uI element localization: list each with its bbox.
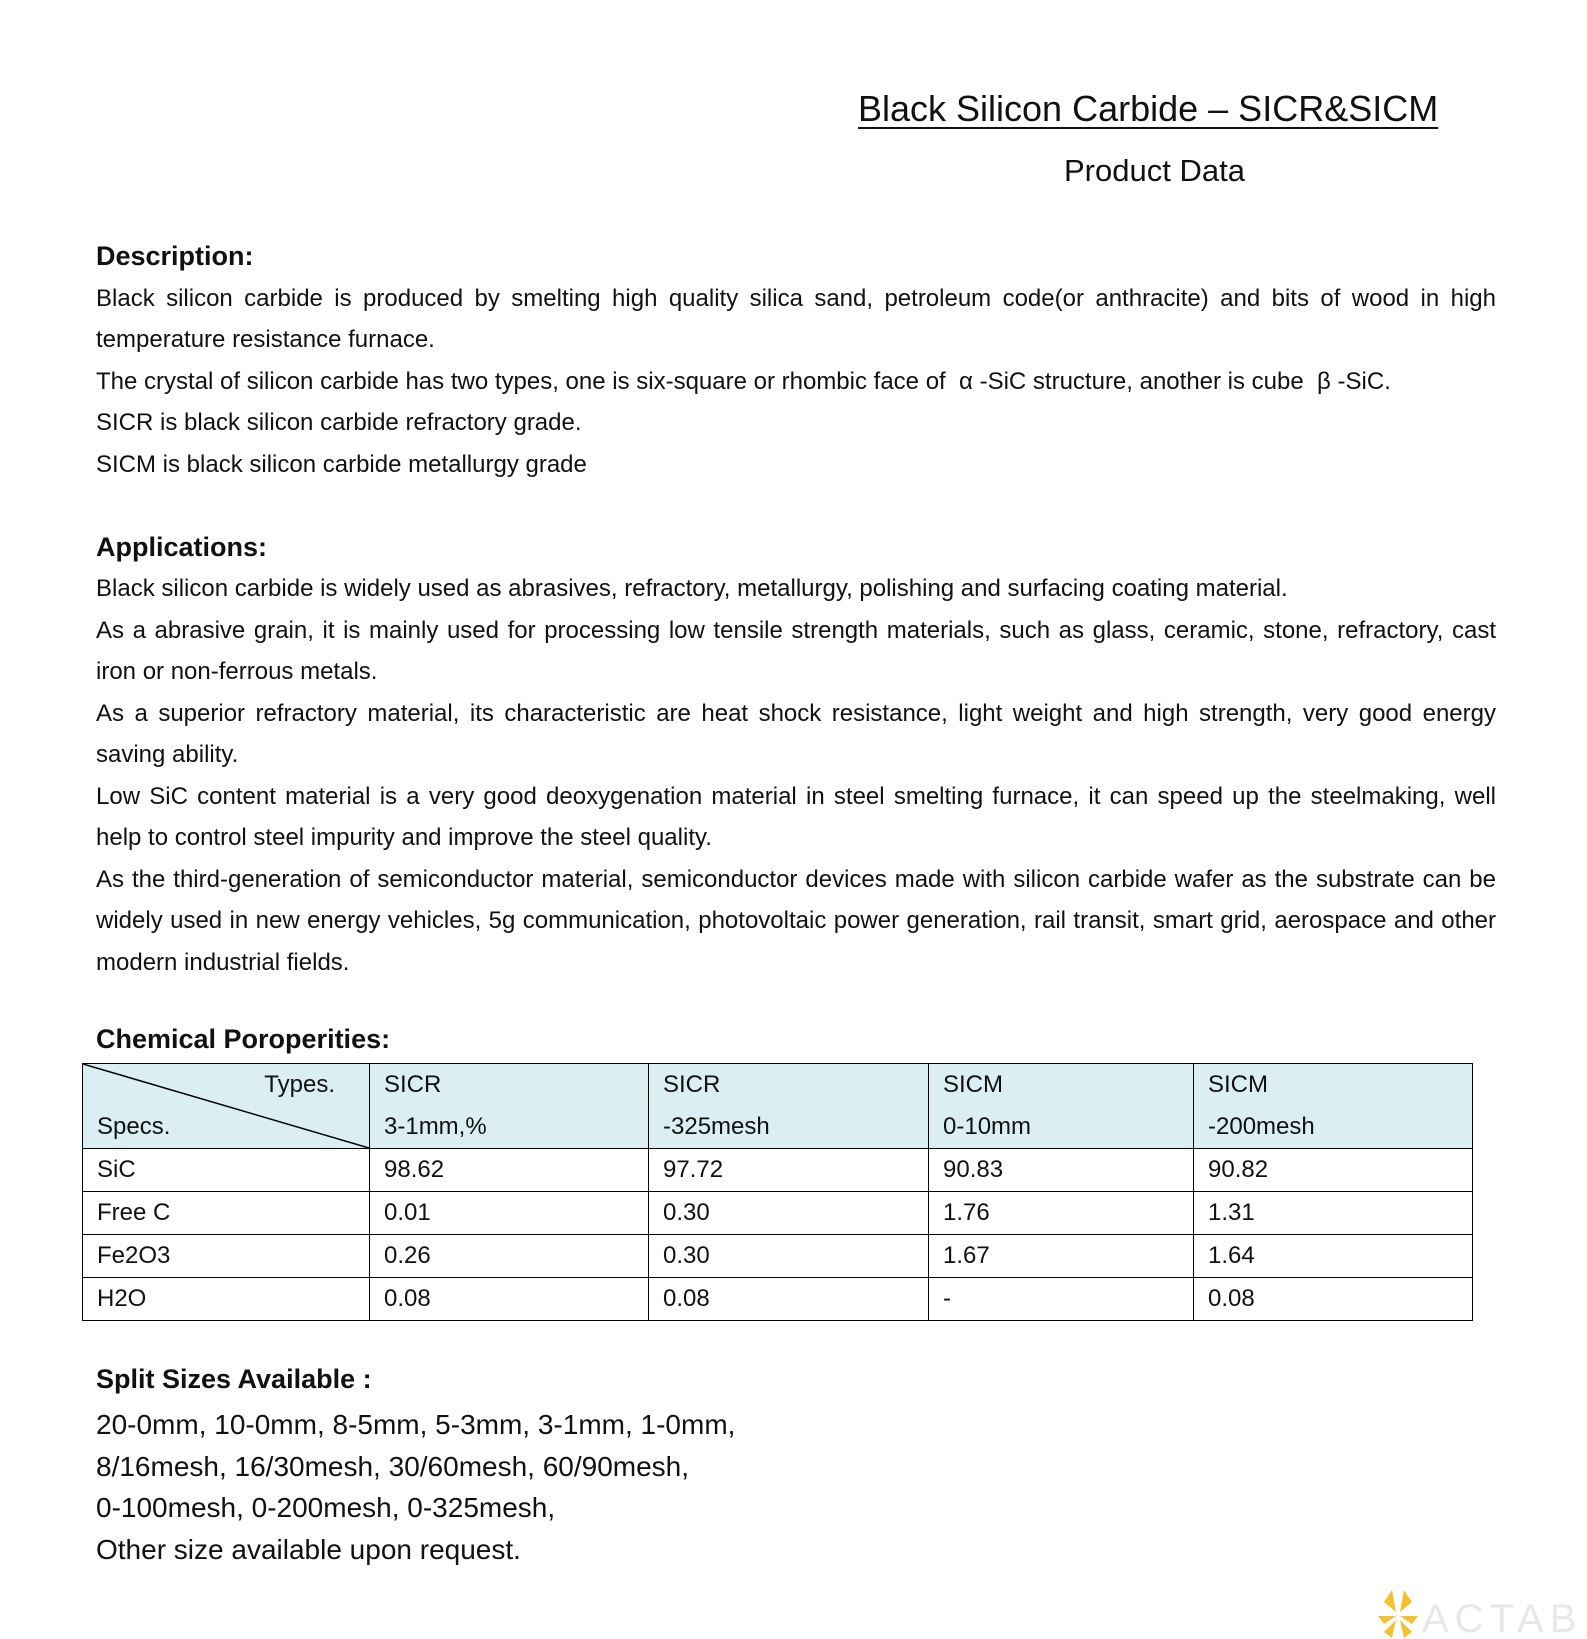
split-sizes-heading: Split Sizes Available : [96,1364,372,1394]
table-row [83,1278,1473,1321]
table-cell: 1.67 [929,1235,1194,1278]
corner-types-label: Types. [264,1071,335,1098]
table-cell: 0.01 [370,1192,649,1235]
company-logo [1370,1588,1587,1639]
row-label: H2O [83,1278,370,1321]
logo-star-icon [1378,1590,1418,1638]
split-sizes-line: 20-0mm, 10-0mm, 8-5mm, 5-3mm, 3-1mm, 1-0mm, [96,1409,736,1440]
column-type: SICM [943,1071,1003,1098]
row-label: SiC [83,1149,370,1192]
column-header [929,1064,1194,1149]
table-cell: 0.30 [649,1192,929,1235]
table-cell: 1.76 [929,1192,1194,1235]
applications-paragraph: As the third-generation of semiconductor material, semiconductor devices made with silicon carbide wafer as the substrate can be widely used in new energy vehicles, 5g communication, photovoltaic power generation, rail transit, smart grid, aerospace and other modern industrial fields. [96,865,1496,976]
text-content [96,236,1496,983]
column-header [370,1064,649,1149]
split-sizes-line: 8/16mesh, 16/30mesh, 30/60mesh, 60/90mesh, [96,1450,690,1482]
table-cell: 0.08 [1194,1278,1473,1321]
table-cell: 98.62 [370,1149,649,1192]
table-corner-cell [83,1064,370,1149]
applications-paragraph: Low SiC content material is a very good deoxygenation material in steel smelting furnace, it can speed up the steelmaking, well help to control steel impurity and improve the steel quality. [96,782,1496,851]
chemical-properties-table [82,1063,1473,1321]
table-cell: 1.64 [1194,1235,1473,1278]
description-heading: Description: [96,241,254,271]
section-spacer [96,485,1496,527]
table-row [83,1192,1473,1235]
table-cell: 90.82 [1194,1149,1473,1192]
corner-specs-label: Specs. [97,1113,171,1140]
logo-wordmark: ACTAB [1422,1597,1583,1639]
table-cell: 0.26 [370,1235,649,1278]
description-paragraph: Black silicon carbide is produced by smelting high quality silica sand, petroleum code(or anthracite) and bits of wood in high temperature resistance furnace. [96,284,1496,353]
row-label: Free C [83,1192,370,1235]
column-size: -325mesh [663,1113,770,1140]
table-cell: 0.08 [649,1278,929,1321]
table-cell: 90.83 [929,1149,1194,1192]
column-size: -200mesh [1208,1113,1315,1140]
page-title: Black Silicon Carbide – SICR&SICM [858,88,1439,129]
column-size: 0-10mm [943,1113,1032,1140]
chemical-properties-heading: Chemical Poroperities: [96,1024,391,1054]
applications-paragraph: As a abrasive grain, it is mainly used for processing low tensile strength materials, such as glass, ceramic, stone, refractory, cast iron or non-ferrous metals. [96,616,1496,685]
split-sizes-line: 0-100mesh, 0-200mesh, 0-325mesh, [96,1492,556,1523]
applications-paragraph: As a superior refractory material, its characteristic are heat shock resistance, light weight and high strength, very good energy saving ability. [96,699,1496,768]
table-cell: 1.31 [1194,1192,1473,1235]
description-paragraph: SICR is black silicon carbide refractory grade. [96,409,582,436]
table-cell: - [929,1278,1194,1321]
split-sizes-line: Other size available upon request. [96,1533,521,1565]
table-row [83,1149,1473,1192]
split-sizes-list [96,1404,735,1570]
page-subtitle: Product Data [1064,153,1245,188]
applications-heading: Applications: [96,531,268,562]
column-type: SICR [384,1071,442,1098]
column-type: SICR [663,1071,721,1098]
column-size: 3-1mm,% [384,1113,487,1140]
column-header [649,1064,929,1149]
row-label: Fe2O3 [83,1235,370,1278]
description-paragraph: SICM is black silicon carbide metallurgy grade [96,450,587,478]
table-cell: 0.30 [649,1235,929,1278]
column-header [1194,1064,1473,1149]
table-cell: 0.08 [370,1278,649,1321]
table-cell: 97.72 [649,1149,929,1192]
column-type: SICM [1208,1071,1268,1098]
description-paragraph: The crystal of silicon carbide has two types, one is six-square or rhombic face of α -SiC structure, another is cube β -SiC. [96,367,1391,395]
table-row [83,1235,1473,1278]
table-header-row [83,1064,1473,1149]
applications-paragraph: Black silicon carbide is widely used as abrasives, refractory, metallurgy, polishing and surfacing coating material. [96,575,1288,602]
